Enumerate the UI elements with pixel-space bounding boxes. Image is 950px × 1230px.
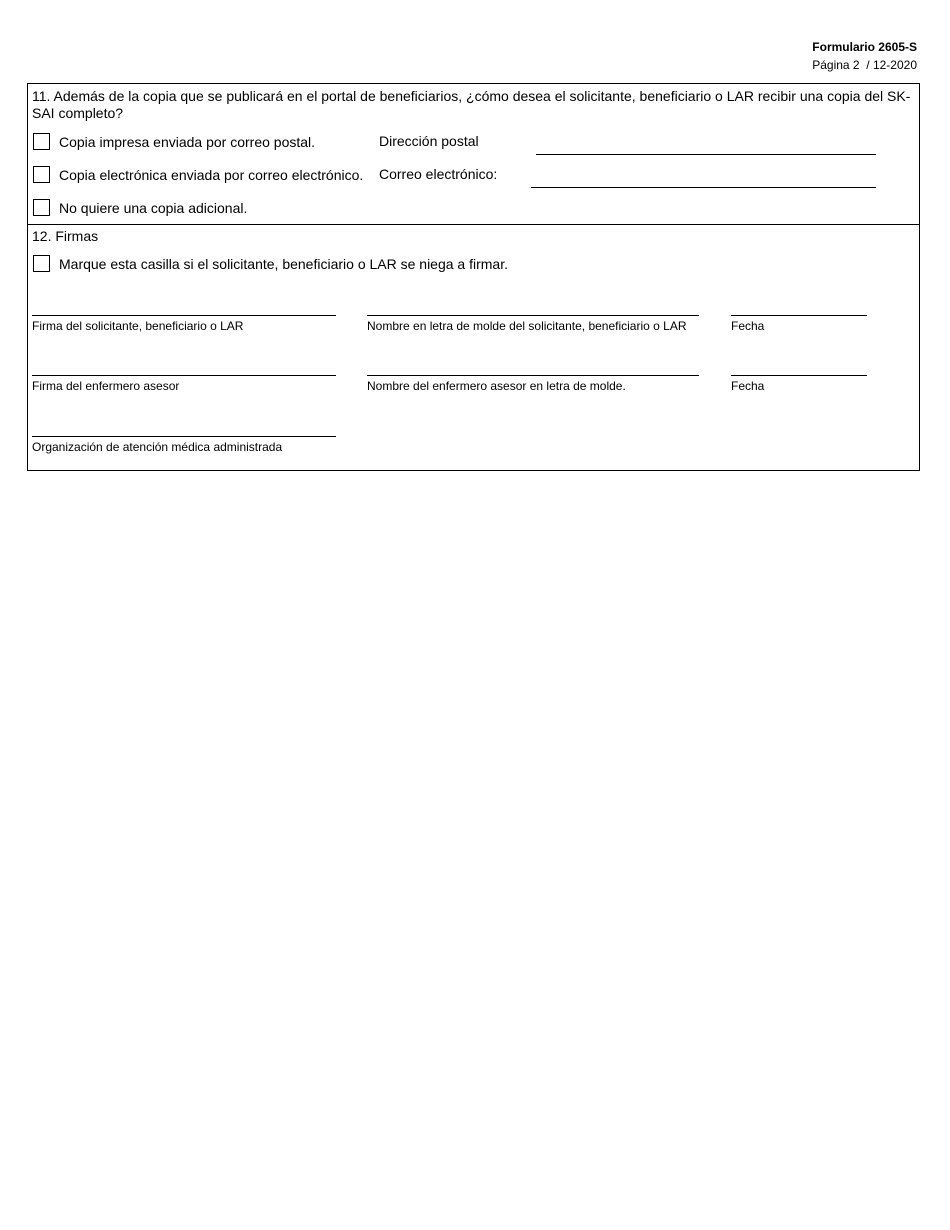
- applicant-date-line[interactable]: [731, 315, 867, 316]
- page-info: [812, 56, 917, 74]
- checkbox-electronic-copy[interactable]: [33, 166, 50, 183]
- section-divider: [28, 224, 919, 225]
- applicant-printed-name-line[interactable]: [367, 315, 699, 316]
- email-label: Correo electrónico:: [379, 166, 498, 182]
- form-number: Formulario 2605-S: [812, 40, 917, 54]
- applicant-date-label: Fecha: [731, 319, 765, 333]
- page-separator: /: [859, 58, 873, 72]
- option-no-copy-label: No quiere una copia adicional.: [59, 200, 248, 216]
- form-frame: [27, 83, 920, 471]
- option-printed-copy-label: Copia impresa enviada por correo postal.: [59, 134, 316, 150]
- nurse-signature-label: Firma del enfermero asesor: [32, 379, 180, 393]
- option-electronic-copy-label: Copia electrónica enviada por correo electrónico.: [59, 167, 364, 183]
- organization-line[interactable]: [32, 436, 336, 437]
- nurse-printed-name-label: Nombre del enfermero asesor en letra de molde.: [367, 379, 626, 393]
- postal-address-label: Dirección postal: [379, 133, 479, 149]
- form-header: [812, 38, 917, 74]
- nurse-date-line[interactable]: [731, 375, 867, 376]
- section-11-question: 11. Además de la copia que se publicará en el portal de beneficiarios, ¿cómo desea el solicitante, beneficiario o LAR recibir una copia del SK-SAI completo?: [32, 88, 911, 121]
- applicant-signature-line[interactable]: [32, 315, 336, 316]
- checkbox-printed-copy[interactable]: [33, 133, 50, 150]
- refuses-to-sign-label: Marque esta casilla si el solicitante, beneficiario o LAR se niega a firmar.: [59, 256, 508, 272]
- revision-date: 12-2020: [872, 58, 917, 72]
- page-number: Página 2: [812, 58, 860, 72]
- email-field[interactable]: [531, 187, 876, 188]
- nurse-date-label: Fecha: [731, 379, 765, 393]
- nurse-signature-line[interactable]: [32, 375, 336, 376]
- checkbox-refuses-to-sign[interactable]: [33, 255, 50, 272]
- nurse-printed-name-line[interactable]: [367, 375, 699, 376]
- postal-address-field[interactable]: [536, 154, 876, 155]
- organization-label: Organización de atención médica administrada: [32, 440, 283, 454]
- checkbox-no-copy[interactable]: [33, 199, 50, 216]
- applicant-signature-label: Firma del solicitante, beneficiario o LAR: [32, 319, 244, 333]
- section-12-title: 12. Firmas: [32, 228, 99, 244]
- applicant-printed-name-label: Nombre en letra de molde del solicitante, beneficiario o LAR: [367, 319, 687, 333]
